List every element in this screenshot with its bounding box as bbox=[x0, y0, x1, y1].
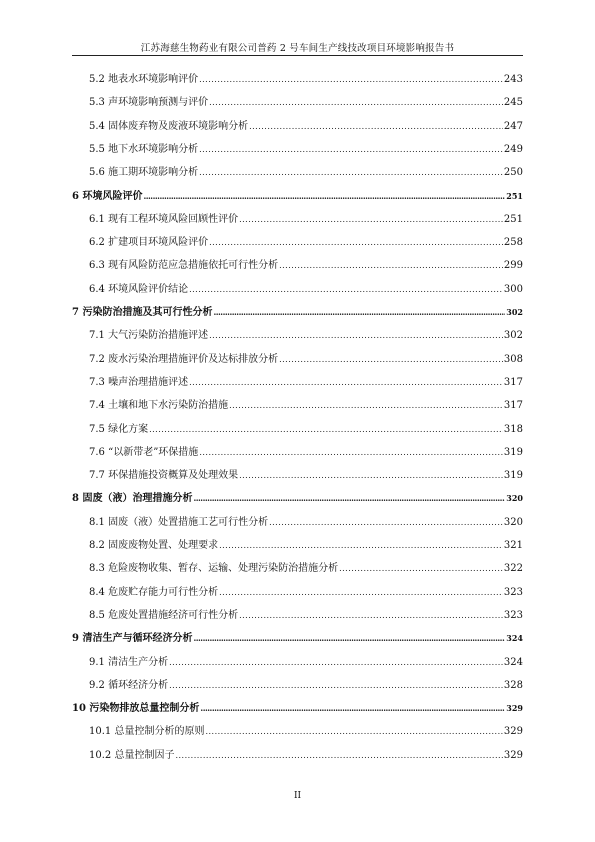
toc-leader-dots bbox=[199, 75, 503, 84]
toc-entry-title: 9.2 循环经济分析 bbox=[89, 679, 169, 691]
toc-entry-page-number: 329 bbox=[506, 703, 523, 714]
toc-chapter-entry[interactable] bbox=[72, 303, 523, 317]
toc-leader-dots bbox=[239, 611, 503, 620]
toc-section-entry[interactable] bbox=[89, 280, 523, 294]
toc-section-entry[interactable] bbox=[89, 163, 523, 177]
toc-chapter-entry[interactable] bbox=[72, 489, 523, 503]
toc-leader-dots bbox=[199, 145, 503, 154]
toc-entry-page-number: 299 bbox=[503, 260, 523, 272]
toc-leader-dots bbox=[219, 588, 503, 597]
toc-section-entry[interactable] bbox=[89, 653, 523, 667]
toc-section-entry[interactable] bbox=[89, 233, 523, 247]
toc-section-entry[interactable] bbox=[89, 93, 523, 107]
toc-section-entry[interactable] bbox=[89, 117, 523, 131]
toc-entry-title: 6.1 现有工程环境风险回顾性评价 bbox=[89, 213, 239, 225]
toc-entry-title: 8.1 固废（液）处置措施工艺可行性分析 bbox=[89, 516, 269, 528]
toc-entry-title: 7.6 “以新带老”环保措施 bbox=[89, 446, 199, 458]
toc-entry-page-number: 324 bbox=[503, 656, 523, 668]
toc-section-entry[interactable] bbox=[89, 210, 523, 224]
toc-leader-dots bbox=[200, 703, 505, 713]
toc-leader-dots bbox=[239, 471, 503, 480]
toc-leader-dots bbox=[189, 378, 503, 387]
toc-entry-page-number: 319 bbox=[503, 470, 523, 482]
toc-entry-page-number: 300 bbox=[503, 283, 523, 295]
toc-leader-dots bbox=[169, 658, 503, 667]
toc-leader-dots bbox=[193, 633, 505, 643]
toc-entry-title: 10.1 总量控制分析的原则 bbox=[89, 726, 205, 738]
toc-leader-dots bbox=[169, 681, 503, 690]
toc-entry-title: 7.4 土壤和地下水污染防治措施 bbox=[89, 400, 229, 412]
toc-entry-title: 6 环境风险评价 bbox=[72, 190, 143, 202]
toc-entry-title: 8 固废（液）治理措施分析 bbox=[72, 493, 193, 505]
toc-section-entry[interactable] bbox=[89, 466, 523, 480]
toc-section-entry[interactable] bbox=[89, 746, 523, 760]
toc-entry-page-number: 245 bbox=[503, 97, 523, 109]
toc-entry-title: 6.3 现有风险防范应急措施依托可行性分析 bbox=[89, 260, 279, 272]
toc-entry-page-number: 329 bbox=[503, 749, 523, 761]
toc-entry-page-number: 251 bbox=[503, 213, 523, 225]
toc-section-entry[interactable] bbox=[89, 676, 523, 690]
toc-entry-page-number: 319 bbox=[503, 446, 523, 458]
toc-entry-page-number: 323 bbox=[503, 609, 523, 621]
toc-section-entry[interactable] bbox=[89, 140, 523, 154]
toc-section-entry[interactable] bbox=[89, 536, 523, 550]
toc-chapter-entry[interactable] bbox=[72, 629, 523, 643]
toc-section-entry[interactable] bbox=[89, 350, 523, 364]
toc-entry-title: 9 清洁生产与循环经济分析 bbox=[72, 633, 193, 645]
toc-entry-page-number: 323 bbox=[503, 586, 523, 598]
toc-entry-page-number: 258 bbox=[503, 237, 523, 249]
toc-leader-dots bbox=[149, 425, 503, 434]
toc-entry-title: 10.2 总量控制因子 bbox=[89, 749, 175, 761]
toc-entry-page-number: 317 bbox=[503, 376, 523, 388]
toc-entry-page-number: 302 bbox=[506, 307, 523, 317]
toc-leader-dots bbox=[143, 191, 505, 201]
toc-entry-page-number: 321 bbox=[503, 540, 523, 551]
toc-section-entry[interactable] bbox=[89, 420, 523, 434]
toc-entry-page-number: 251 bbox=[506, 190, 523, 201]
toc-entry-page-number: 322 bbox=[503, 563, 523, 575]
toc-leader-dots bbox=[279, 355, 503, 364]
toc-leader-dots bbox=[199, 448, 503, 457]
toc-entry-title: 7.1 大气污染防治措施评述 bbox=[89, 330, 209, 342]
toc-entry-page-number: 328 bbox=[503, 679, 523, 691]
toc-entry-page-number: 324 bbox=[506, 633, 523, 644]
toc-leader-dots bbox=[189, 285, 503, 294]
page-header: 江苏海慈生物药业有限公司普药 2 号车间生产线技改项目环境影响报告书 bbox=[140, 43, 455, 54]
toc-entry-title: 9.1 清洁生产分析 bbox=[89, 656, 169, 668]
toc-entry-title: 6.2 扩建项目环境风险评价 bbox=[89, 237, 209, 249]
toc-section-entry[interactable] bbox=[89, 583, 523, 597]
toc-section-entry[interactable] bbox=[89, 396, 523, 410]
header-rule bbox=[72, 55, 523, 56]
toc-leader-dots bbox=[269, 518, 503, 527]
toc-entry-title: 7 污染防治措施及其可行性分析 bbox=[72, 307, 213, 318]
toc-leader-dots bbox=[209, 331, 503, 340]
toc-entry-page-number: 318 bbox=[503, 423, 523, 435]
toc-leader-dots bbox=[249, 122, 503, 131]
toc-entry-title: 5.2 地表水环境影响评价 bbox=[89, 74, 199, 85]
toc-leader-dots bbox=[193, 493, 505, 503]
toc-chapter-entry[interactable] bbox=[72, 699, 523, 713]
toc-leader-dots bbox=[219, 541, 503, 550]
toc-entry-title: 7.5 绿化方案 bbox=[89, 423, 149, 435]
toc-entry-title: 7.2 废水污染治理措施评价及达标排放分析 bbox=[89, 353, 279, 365]
toc-leader-dots bbox=[209, 238, 503, 247]
toc-leader-dots bbox=[175, 751, 502, 760]
toc-section-entry[interactable] bbox=[89, 722, 523, 736]
toc-leader-dots bbox=[279, 261, 503, 270]
toc-entry-title: 5.5 地下水环境影响分析 bbox=[89, 143, 199, 155]
toc-leader-dots bbox=[213, 307, 505, 317]
toc-entry-title: 7.7 环保措施投资概算及处理效果 bbox=[89, 470, 239, 482]
toc-entry-page-number: 249 bbox=[503, 143, 523, 155]
page-number: II bbox=[293, 791, 302, 801]
toc-section-entry[interactable] bbox=[89, 559, 523, 573]
toc-section-entry[interactable] bbox=[89, 326, 523, 340]
toc-entry-title: 5.3 声环境影响预测与评价 bbox=[89, 97, 209, 109]
toc-section-entry[interactable] bbox=[89, 443, 523, 457]
toc-entry-title: 8.3 危险废物收集、暂存、运输、处理污染防治措施分析 bbox=[89, 563, 339, 575]
toc-entry-page-number: 317 bbox=[503, 400, 523, 412]
toc-entry-page-number: 250 bbox=[503, 167, 523, 179]
toc-section-entry[interactable] bbox=[89, 70, 523, 84]
toc-entry-page-number: 320 bbox=[506, 493, 523, 504]
toc-leader-dots bbox=[199, 168, 503, 177]
toc-leader-dots bbox=[209, 98, 503, 107]
toc-entry-page-number: 320 bbox=[503, 516, 523, 528]
toc-entry-title: 8.2 固废废物处置、处理要求 bbox=[89, 540, 219, 551]
toc-entry-page-number: 247 bbox=[503, 120, 523, 132]
toc-section-entry[interactable] bbox=[89, 256, 523, 270]
toc-entry-title: 7.3 噪声治理措施评述 bbox=[89, 376, 189, 388]
toc-section-entry[interactable] bbox=[89, 513, 523, 527]
toc-entry-title: 5.6 施工期环境影响分析 bbox=[89, 167, 199, 179]
toc-entry-title: 6.4 环境风险评价结论 bbox=[89, 283, 189, 295]
toc-section-entry[interactable] bbox=[89, 373, 523, 387]
toc-entry-title: 8.5 危废处置措施经济可行性分析 bbox=[89, 609, 239, 621]
toc-entry-page-number: 308 bbox=[503, 353, 523, 365]
toc-entry-page-number: 243 bbox=[503, 74, 523, 85]
toc-section-entry[interactable] bbox=[89, 606, 523, 620]
toc-leader-dots bbox=[205, 727, 502, 736]
toc-entry-page-number: 302 bbox=[503, 330, 523, 342]
toc-entry-title: 10 污染物排放总量控制分析 bbox=[72, 703, 200, 715]
toc-chapter-entry[interactable] bbox=[72, 187, 523, 201]
toc-leader-dots bbox=[339, 564, 503, 573]
toc-entry-title: 8.4 危废贮存能力可行性分析 bbox=[89, 586, 219, 598]
toc-leader-dots bbox=[229, 401, 503, 410]
toc-entry-page-number: 329 bbox=[503, 726, 523, 738]
toc-leader-dots bbox=[239, 215, 503, 224]
toc-entry-title: 5.4 固体废弃物及废液环境影响分析 bbox=[89, 120, 249, 132]
